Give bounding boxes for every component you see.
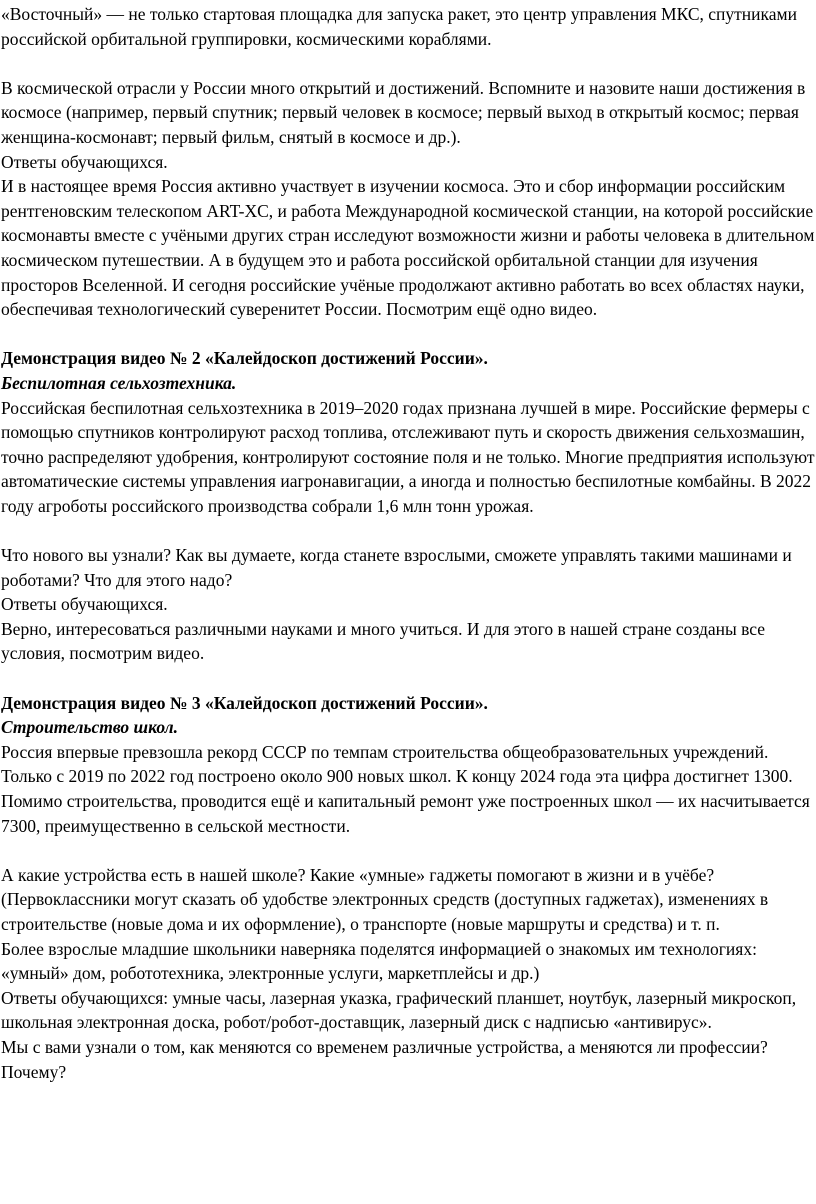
paragraph-professions-question: Мы с вами узнали о том, как меняются со временем различные устройства, а меняются ли профессии? Почему? bbox=[1, 1036, 768, 1082]
subheading-school-construction: Строительство школ. bbox=[1, 717, 178, 738]
paragraph-student-answers: Ответы обучающихся. bbox=[1, 594, 168, 615]
subheading-unmanned-agrotech: Беспилотная сельхозтехника. bbox=[1, 372, 237, 393]
paragraph-spacer bbox=[1, 838, 816, 863]
heading-video-3: Демонстрация видео № 3 «Калейдоскоп достижений России». bbox=[1, 692, 488, 713]
paragraph-spacer bbox=[1, 51, 816, 76]
paragraph-student-answers: Ответы обучающихся. bbox=[1, 151, 168, 172]
paragraph-space-achievements: В космической отрасли у России много открытий и достижений. Вспомните и назовите наши достижения в космосе (например, первый спутник; первый человек в космосе; первый выход в открытый космос; первая женщина-космонавт; первый фильм, снятый в космосе и др.). bbox=[1, 77, 806, 147]
paragraph-question-machines: Что нового вы узнали? Как вы думаете, когда станете взрослыми, сможете управлять такими машинами и роботами? Что для этого надо? bbox=[1, 545, 792, 590]
paragraph-school-devices: А какие устройства есть в нашей школе? Какие «умные» гаджеты помогают в жизни и в учёбе? (Первоклассники могут сказать об удобстве электронных средств (доступных гаджетах), изменениях в строительстве (новые дома и их оформление), о транспорте (новые маршруты и средства) и т. п. bbox=[1, 864, 769, 934]
paragraph-space-research: И в настоящее время Россия активно участвует в изучении космоса. Это и сбор информации российским рентгеновским телескопом ART-XC, и работа Международной космической станции, на которой российские космонавты вместе с учёными других стран исследуют возможности жизни и работы человека в длительном космическом путешествии. А в будущем это и работа российской орбитальной станции для изучения просторов Вселенной. И сегодня российские учёные продолжают активно работать во всех областях науки, обеспечивая технологический суверенитет России. Посмотрим ещё одно видео. bbox=[1, 176, 815, 320]
paragraph-spacer bbox=[1, 322, 816, 347]
paragraph-agrotech: Российская беспилотная сельхозтехника в 2019–2020 годах признана лучшей в мире. Российские фермеры с помощью спутников контролируют расход топлива, отслеживают путь и скорость движения сельхозмашин, точно распределяют удобрения, контролируют состояние поля и не только. Многие предприятия используют автоматические системы управления иагронавигации, а иногда и полностью беспилотные комбайны. В 2022 году агроботы российского производства собрали 1,6 млн тонн урожая. bbox=[1, 397, 815, 516]
paragraph-school-construction: Россия впервые превзошла рекорд СССР по темпам строительства общеобразовательных учреждений. Только с 2019 по 2022 год построено около 900 новых школ. К концу 2024 года эта цифра достигнет 1300. Помимо строительства, проводится ещё и капитальный ремонт уже построенных школ — их насчитывается 7300, преимущественно в сельской местности. bbox=[1, 741, 810, 836]
paragraph-answers-gadgets: Ответы обучающихся: умные часы, лазерная указка, графический планшет, ноутбук, лазерный микроскоп, школьная электронная доска, робот/робот-доставщик, лазерный диск с надписью «антивирус». bbox=[1, 987, 797, 1033]
paragraph-spacer bbox=[1, 666, 816, 691]
heading-video-2: Демонстрация видео № 2 «Калейдоскоп достижений России». bbox=[1, 348, 488, 369]
paragraph-study-sciences: Верно, интересоваться различными науками и много учиться. И для этого в нашей стране созданы все условия, посмотрим видео. bbox=[1, 618, 766, 664]
paragraph-older-students: Более взрослые младшие школьники наверняка поделятся информацией о знакомых им технологиях: «умный» дом, робототехника, электронные услуги, маркетплейсы и др.) bbox=[1, 938, 757, 984]
paragraph-vostochny: «Восточный» — не только стартовая площадка для запуска ракет, это центр управления МКС, спутниками российской орбитальной группировки, космическими кораблями. bbox=[1, 4, 797, 49]
paragraph-spacer bbox=[1, 518, 816, 543]
